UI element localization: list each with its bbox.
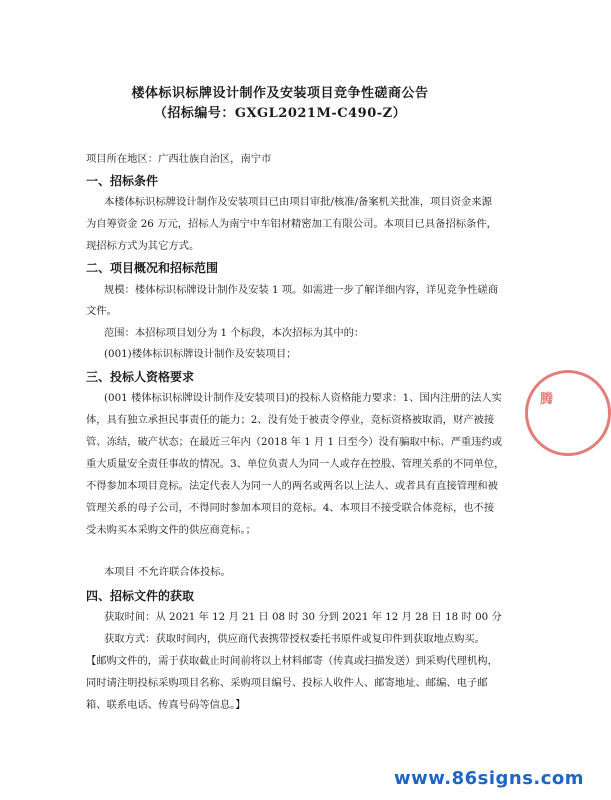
paragraph-line: 体，具有独立承担民事责任的能力；2、没有处于被责令停业，竞标资格被取消，财产被接 <box>86 414 495 426</box>
paragraph-line: 规模：楼体标识标牌设计制作及安装 1 项。如需进一步了解详细内容，详见竞争性磋商 <box>104 284 499 296</box>
paragraph-line: 获取时间：从 2021 年 12 月 21 日 08 时 30 分到 2021 年 12 月 28 日 18 时 00 分 <box>104 611 502 623</box>
location-line: 项目所在地区：广西壮族自治区，南宁市 <box>86 153 272 165</box>
paragraph-line: 【邮购文件的，需于获取截止时间前将以上材料邮寄（传真或扫描发送）到采购代理机构， <box>86 655 498 667</box>
paragraph-line: 同时请注明投标采购项目名称、采购项目编号、投标人收件人、邮寄地址、邮编、电子邮 <box>86 677 488 689</box>
section-heading: 二、项目概况和招标范围 <box>86 261 219 275</box>
paragraph-line: 不得参加本项目竞标。法定代表人为同一人的两名或两名以上法人、或者具有直接管理和被 <box>86 480 498 492</box>
red-seal-stamp <box>525 370 611 456</box>
site-watermark: www.86signs.com <box>394 768 585 789</box>
paragraph-line: 管、冻结，破产状态；在最近三年内（2018 年 1 月 1 日至今）没有骗取中标、严重违约或 <box>86 436 503 448</box>
section-heading: 一、招标条件 <box>86 174 159 188</box>
paragraph-line: 本楼体标识标牌设计制作及安装项目已由项目审批/核准/备案机关批准，项目资金来源 <box>104 196 492 208</box>
paragraph-line: 重大质量安全责任事故的情况。3、单位负责人为同一人或存在控股、管理关系的不同单位， <box>86 458 505 470</box>
section-heading: 四、招标文件的获取 <box>86 589 195 603</box>
seal-glyph: 腾 <box>540 392 554 407</box>
paragraph-line: 获取方式：获取时间内，供应商代表携带授权委托书原件或复印件到获取地点购买。 <box>104 633 485 645</box>
document-code: （招标编号：GXGL2021M-C490-Z） <box>153 106 407 121</box>
paragraph-line: 箱、联系电话、传真号码等信息。】 <box>86 699 246 711</box>
paragraph-line: (001 楼体标识标牌设计制作及安装项目)的投标人资格能力要求：1、国内注册的法人实 <box>104 392 502 404</box>
paragraph-line: (001)楼体标识标牌设计制作及安装项目； <box>104 348 297 360</box>
section-heading: 三、投标人资格要求 <box>86 370 195 384</box>
paragraph-line: 受未购买本采购文件的供应商竞标。； <box>86 524 256 536</box>
document-title: 楼体标识标牌设计制作及安装项目竞争性磋商公告 <box>131 86 429 101</box>
paragraph-line: 文件。 <box>86 305 117 317</box>
paragraph-line: 本项目 不允许联合体投标。 <box>104 566 231 578</box>
paragraph-line: 管理关系的母子公司，不得同时参加本项目的竞标。4、本项目不接受联合体竞标，也不接 <box>86 502 495 514</box>
paragraph-line: 为自筹资金 26 万元，招标人为南宁中车铝材精密加工有限公司。本项目已具备招标条件， <box>86 218 497 230</box>
paragraph-line: 现招标方式为其它方式。 <box>86 240 200 252</box>
paragraph-line: 范围：本招标项目划分为 1 个标段，本次招标为其中的： <box>104 327 365 339</box>
